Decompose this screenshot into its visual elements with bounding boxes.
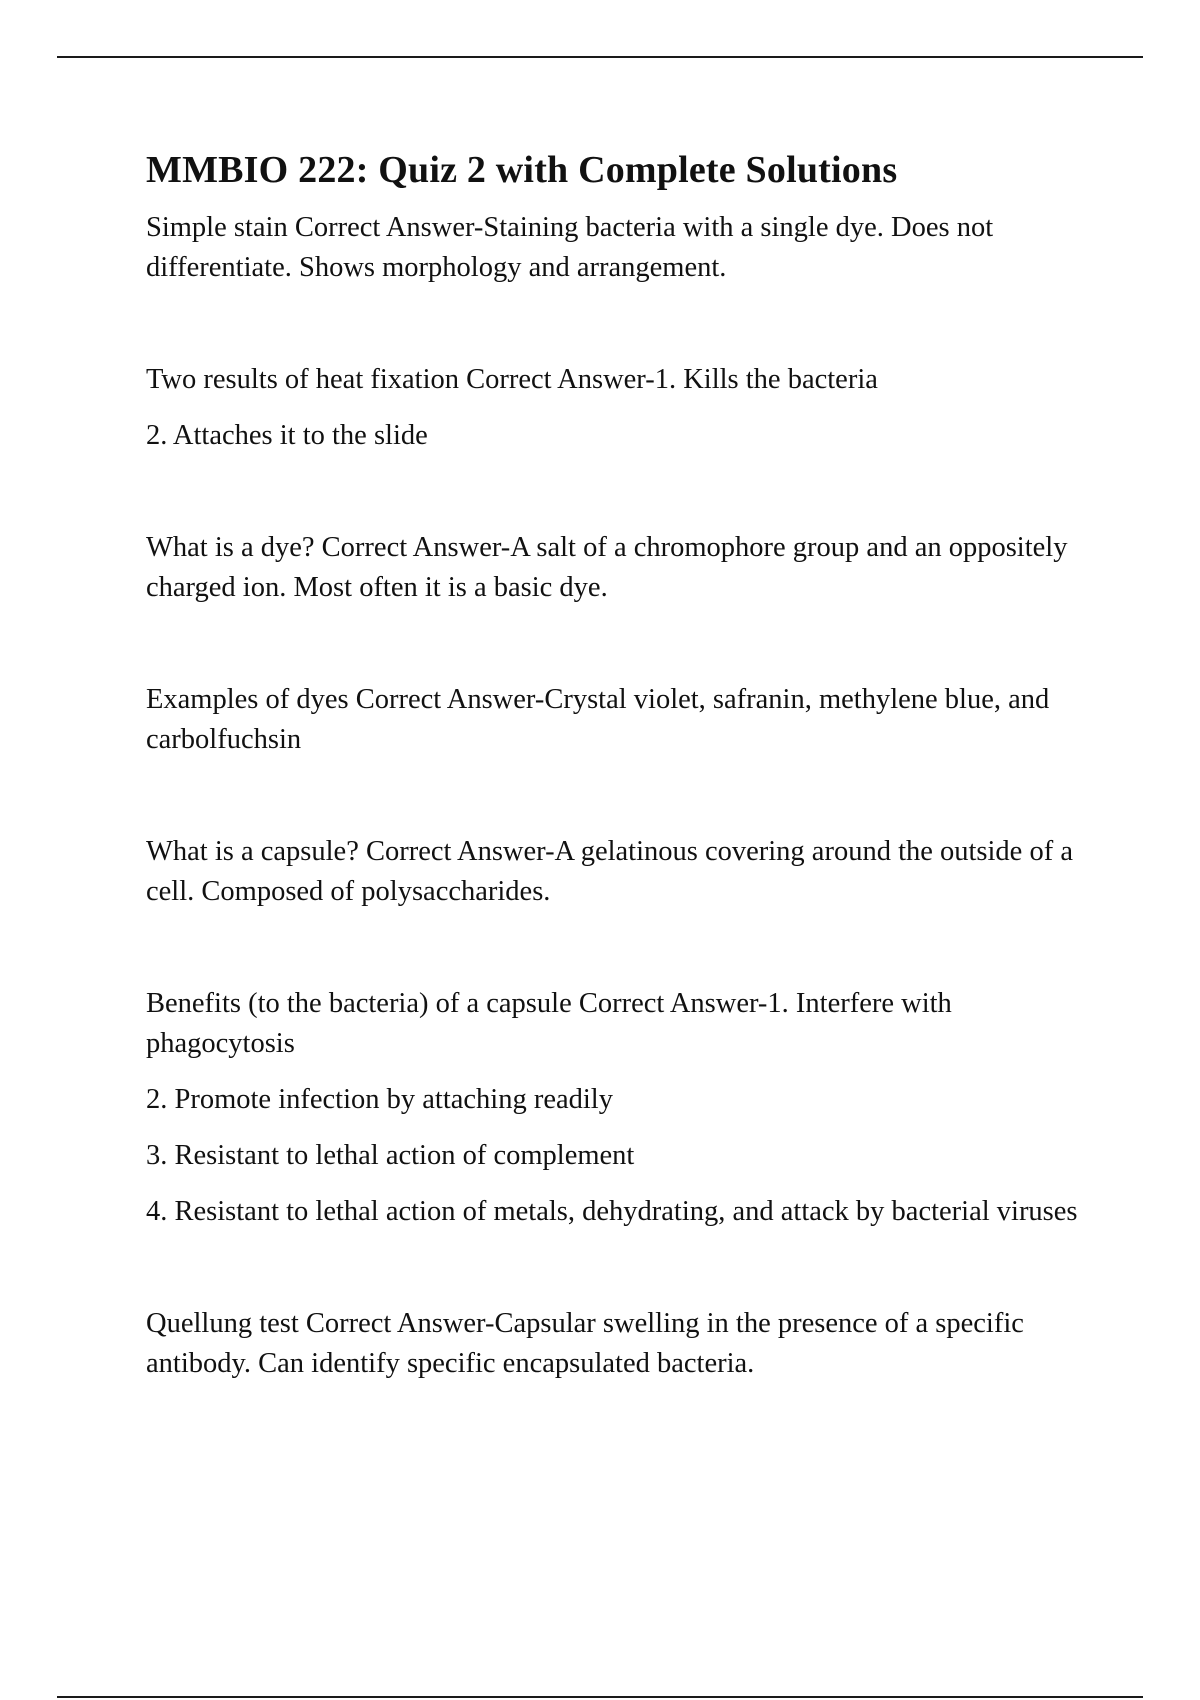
spacer	[146, 288, 1086, 360]
top-rule	[57, 56, 1143, 58]
qa-paragraph: Two results of heat fixation Correct Answer-1. Kills the bacteria	[146, 364, 878, 395]
qa-paragraph: 3. Resistant to lethal action of complement	[146, 1140, 635, 1171]
document-title: MMBIO 222: Quiz 2 with Complete Solutions	[146, 149, 898, 191]
qa-paragraph: Quellung test Correct Answer-Capsular swelling in the presence of a specific antibody. Can identify specific encapsulated bacteria.	[146, 1308, 1024, 1379]
qa-item-dye	[146, 528, 1086, 608]
spacer	[146, 760, 1086, 832]
spacer	[146, 1232, 1086, 1304]
qa-paragraph: 2. Promote infection by attaching readily	[146, 1084, 613, 1115]
qa-paragraph: 2. Attaches it to the slide	[146, 420, 428, 451]
qa-item-heat-fixation	[146, 360, 1086, 456]
bottom-rule	[57, 1696, 1143, 1698]
qa-item-capsule-benefits	[146, 984, 1086, 1232]
qa-paragraph: What is a capsule? Correct Answer-A gelatinous covering around the outside of a cell. Composed of polysaccharides.	[146, 836, 1073, 907]
qa-paragraph: What is a dye? Correct Answer-A salt of a chromophore group and an oppositely charged ion. Most often it is a basic dye.	[146, 532, 1068, 603]
qa-paragraph: Simple stain Correct Answer-Staining bacteria with a single dye. Does not differentiate. Shows morphology and arrangement.	[146, 212, 994, 283]
qa-item-quellung-test	[146, 1304, 1086, 1384]
spacer	[146, 608, 1086, 680]
spacer	[146, 912, 1086, 984]
qa-paragraph: Examples of dyes Correct Answer-Crystal violet, safranin, methylene blue, and carbolfuchsin	[146, 684, 1050, 755]
qa-item-capsule	[146, 832, 1086, 912]
qa-item-simple-stain	[146, 208, 1086, 288]
qa-item-dye-examples	[146, 680, 1086, 760]
qa-paragraph: 4. Resistant to lethal action of metals, dehydrating, and attack by bacterial viruses	[146, 1196, 1078, 1227]
qa-paragraph: Benefits (to the bacteria) of a capsule Correct Answer-1. Interfere with phagocytosis	[146, 988, 952, 1059]
document-body	[146, 146, 1086, 1384]
spacer	[146, 456, 1086, 528]
